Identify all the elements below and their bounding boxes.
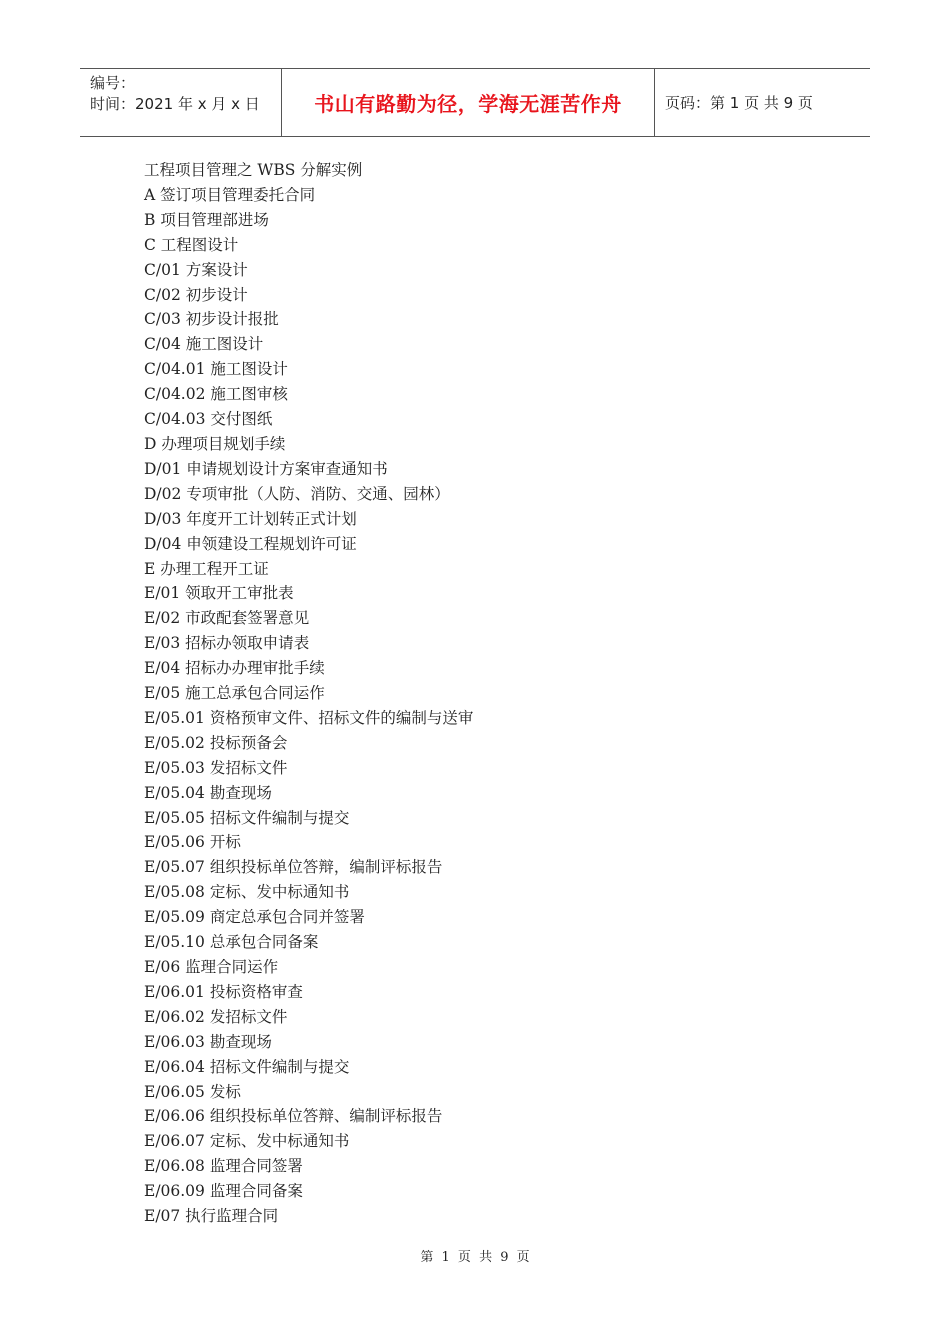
- header-page-info-cell: [655, 69, 870, 136]
- time-label: 时间：2021 年 x 月 x 日: [90, 95, 260, 113]
- wbs-item: E/05.04 勘查现场: [144, 783, 272, 802]
- footer-di: 第: [420, 1250, 434, 1265]
- wbs-item: C/04.03 交付图纸: [144, 410, 273, 429]
- motto-text: 书山有路勤为径，学海无涯苦作舟: [314, 92, 622, 116]
- wbs-item: E/06.03 勘查现场: [144, 1032, 272, 1051]
- footer-current-page: 1: [441, 1250, 450, 1265]
- wbs-item: A 签订项目管理委托合同: [144, 185, 316, 204]
- wbs-item: D 办理项目规划手续: [144, 434, 286, 453]
- wbs-item: E/05.01 资格预审文件、招标文件的编制与送审: [144, 708, 474, 727]
- wbs-item: E/05.02 投标预备会: [144, 733, 288, 752]
- wbs-item: E/05.07 组织投标单位答辩，编制评标报告: [144, 858, 443, 877]
- document-title: 工程项目管理之 WBS 分解实例: [144, 161, 363, 179]
- wbs-item: E/07 执行监理合同: [144, 1207, 279, 1226]
- wbs-item: E/04 招标办办理审批手续: [144, 659, 325, 678]
- wbs-item: E/06.04 招标文件编制与提交: [144, 1057, 350, 1076]
- wbs-item: C/04.02 施工图审核: [144, 385, 288, 404]
- footer-total-pages: 9: [500, 1250, 509, 1265]
- page-header: [80, 68, 870, 137]
- wbs-item: C/04 施工图设计: [144, 335, 264, 354]
- header-meta: [80, 69, 282, 136]
- footer-ye2: 页: [516, 1250, 530, 1265]
- wbs-item: D/01 申请规划设计方案审查通知书: [144, 459, 388, 478]
- wbs-item: B 项目管理部进场: [144, 210, 269, 229]
- wbs-item: C/01 方案设计: [144, 260, 248, 279]
- wbs-item: E/01 领取开工审批表: [144, 584, 294, 603]
- wbs-item: D/04 申领建设工程规划许可证: [144, 534, 357, 553]
- header-motto-cell: [282, 69, 655, 136]
- footer-gong: 共: [479, 1250, 493, 1265]
- wbs-item: E/06.06 组织投标单位答辩、编制评标报告: [144, 1107, 443, 1126]
- wbs-item: E/05.09 商定总承包合同并签署: [144, 908, 365, 927]
- wbs-item: E/05 施工总承包合同运作: [144, 684, 325, 703]
- wbs-item: E/05.10 总承包合同备案: [144, 933, 319, 952]
- wbs-item: D/02 专项审批（人防、消防、交通、园林）: [144, 484, 450, 503]
- wbs-item: C/03 初步设计报批: [144, 310, 279, 329]
- wbs-item: E/03 招标办领取申请表: [144, 634, 310, 653]
- wbs-item: C/02 初步设计: [144, 285, 248, 304]
- wbs-item: E/06.01 投标资格审查: [144, 982, 303, 1001]
- page-info: 页码：第 1 页 共 9 页: [665, 94, 813, 112]
- wbs-item: C/04.01 施工图设计: [144, 360, 288, 379]
- footer-ye: 页: [457, 1250, 471, 1265]
- wbs-item: E/06.05 发标: [144, 1082, 241, 1101]
- wbs-item: E/06.07 定标、发中标通知书: [144, 1132, 350, 1151]
- number-label: 编号：: [90, 74, 136, 92]
- wbs-item: E/05.06 开标: [144, 833, 241, 852]
- wbs-item: E/05.05 招标文件编制与提交: [144, 808, 350, 827]
- wbs-item: E/06.02 发招标文件: [144, 1007, 288, 1026]
- wbs-item: E/05.03 发招标文件: [144, 758, 288, 777]
- page-footer: [0, 1246, 950, 1265]
- wbs-item: E/06.09 监理合同备案: [144, 1182, 303, 1201]
- wbs-item: D/03 年度开工计划转正式计划: [144, 509, 357, 528]
- wbs-item: E/02 市政配套签署意见: [144, 609, 310, 628]
- wbs-item: E/05.08 定标、发中标通知书: [144, 883, 350, 902]
- wbs-item: E/06 监理合同运作: [144, 958, 279, 976]
- wbs-list: [144, 158, 473, 1229]
- wbs-item: C 工程图设计: [144, 235, 239, 254]
- wbs-item: E 办理工程开工证: [144, 559, 269, 578]
- wbs-item: E/06.08 监理合同签署: [144, 1157, 303, 1176]
